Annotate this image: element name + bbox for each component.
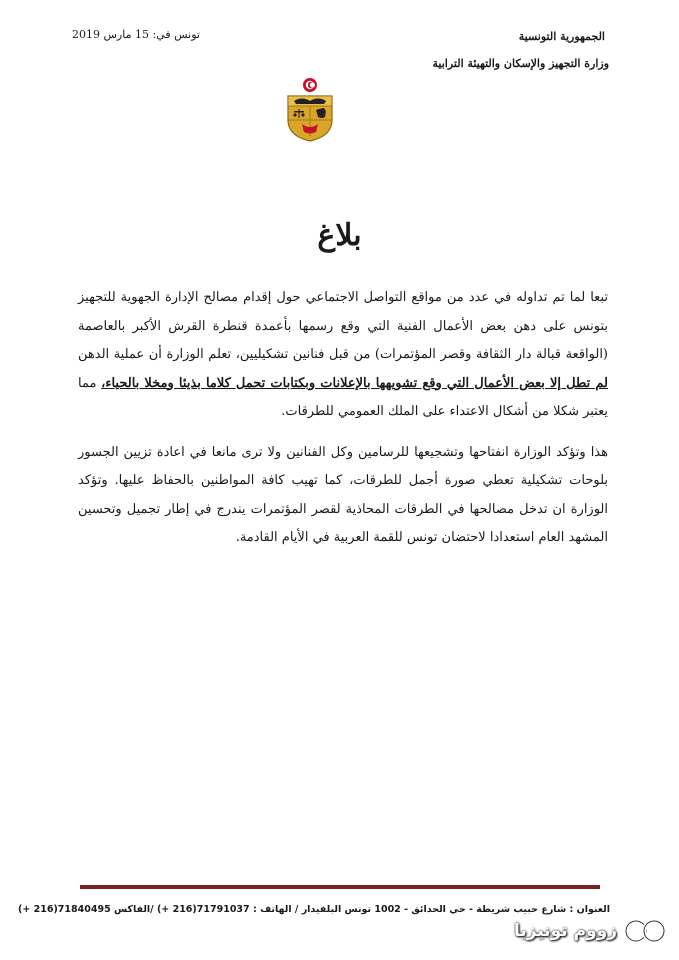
paragraph-1-start: تبعا لما تم تداوله في عدد من مواقع التواصل الاجتماعي حول إقدام مصالح الإدارة الجهوية للتجهيز بتونس على دهن بعض الأعمال الفنية التي وقع رسمها بأعمدة قنطرة القرش الأكبر بالعاصمة (الواقعة قبالة دار الثقافة وقصر المؤتمرات) من قبل فنانين تشكيليين، تعلم الوزارة أن عملية الدهن	[78, 290, 608, 362]
ministry-name: وزارة التجهيز والإسكان والتهيئة الترابية	[432, 57, 609, 70]
watermark-text: زووم تونيزيا	[513, 921, 617, 941]
paragraph-1	[78, 284, 608, 427]
footer-divider	[80, 885, 600, 889]
document-date: تونس في: 15 مارس 2019	[72, 28, 200, 41]
paragraph-1-highlight: لم تطل إلا بعض الأعمال التي وقع تشويهها بالإعلانات وبكتابات تحمل كلاما بذيئا ومخلا بالحياء،	[101, 375, 608, 391]
paragraph-2: هذا وتؤكد الوزارة انفتاحها وتشجيعها للرسامين وكل الفنانين ولا ترى مانعا في اعادة تزيين الجسور بلوحات تشكيلية تعطي صورة أجمل للطرقات، كما تهيب كافة المواطنين بالحفاظ عليها. وتؤكد الوزارة ان تدخل مصالحها في الطرقات المحاذية لقصر المؤتمرات يندرج في إطار تجميل وتحسين المشهد العام استعدادا لاحتضان تونس للقمة العربية في الأيام القادمة.	[78, 444, 608, 545]
tunisia-coat-of-arms-icon	[280, 76, 340, 142]
announcement-body	[78, 284, 608, 553]
paragraph-1-end: مما يعتبر شكلا من أشكال الاعتداء على الملك العمومي للطرقات.	[78, 375, 608, 419]
letterhead	[349, 30, 609, 70]
footer-address: العنوان : شارع حبيب شريطة - حي الحدائق - 1002 تونس البلفيدار / الهاتف : 71791037(216 +) /الفاكس 71840495(216 +)	[18, 904, 610, 915]
republic-name: الجمهورية التونسية	[518, 30, 605, 43]
page-title: بلاغ	[317, 218, 362, 253]
watermark	[514, 918, 667, 944]
zoom-tunisia-logo-icon	[623, 918, 667, 944]
